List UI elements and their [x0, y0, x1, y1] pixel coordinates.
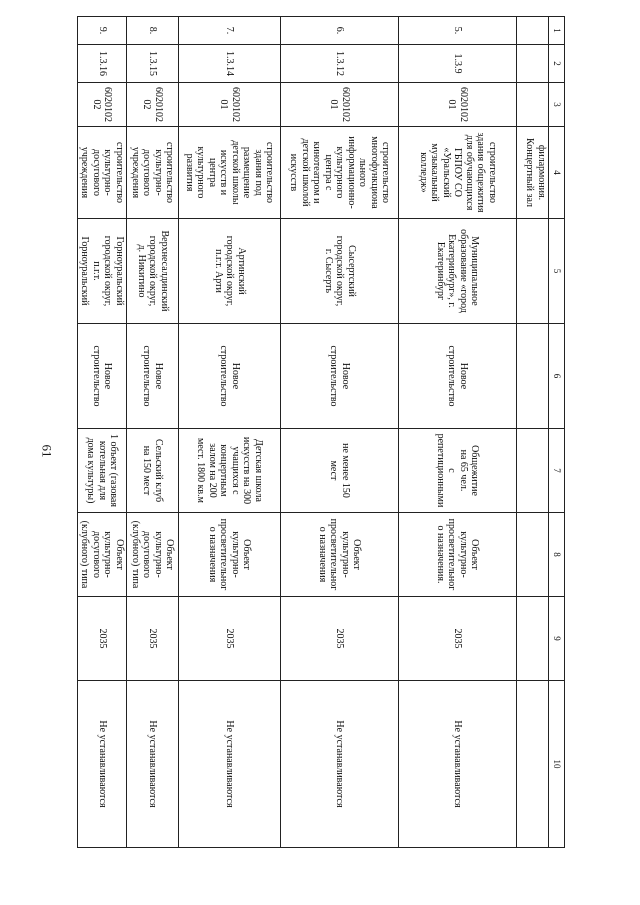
item-code-cell: 1.3.15	[126, 44, 178, 82]
parameters-cell: Общежитие на 65 чел. с репетиционными	[398, 428, 516, 512]
column-number: 6	[548, 323, 564, 428]
column-number: 10	[548, 680, 564, 847]
location-cell: Сысертский городской округ, г. Сысерть	[280, 218, 398, 323]
row-number-cell: 8.	[126, 16, 178, 44]
purpose-cell: Объект культурно- просветительног о назначения	[280, 512, 398, 596]
table-row	[280, 16, 398, 847]
purpose-cell: Объект культурно- досугового (клубного) типа	[126, 512, 178, 596]
work-type-cell: Новое строительство	[398, 323, 516, 428]
column-number: 1	[548, 16, 564, 44]
zones-cell: Не устанавливаются	[178, 680, 280, 847]
column-number: 4	[548, 126, 564, 218]
table-row	[178, 16, 280, 847]
year-cell: 2035	[77, 596, 126, 680]
parameters-cell: Детская школа искусств на 300 учащихся с концертным залом на 200 мест. 1800 кв.м	[178, 428, 280, 512]
table-row	[126, 16, 178, 847]
parameters-cell: не менее 150 мест	[280, 428, 398, 512]
object-name-cell: строительство здания общежития для обучающихся ГБПОУ СО «Уральский музыкальный колледж»	[398, 126, 516, 218]
page-number: 61	[39, 444, 55, 458]
year-cell: 2035	[280, 596, 398, 680]
table-row	[77, 16, 126, 847]
object-name-cell: строительство культурно- досугового учреждения	[126, 126, 178, 218]
prev-row-fragment: филармония. Концертный зал	[516, 126, 548, 218]
year-cell: 2035	[126, 596, 178, 680]
object-name-cell: строительство здания под размещение детской школы искусств и центра культурного развития	[178, 126, 280, 218]
table-row	[398, 16, 516, 847]
object-name-cell: строительство культурно- досугового учреждения	[77, 126, 126, 218]
item-code-cell: 1.3.14	[178, 44, 280, 82]
row-number-cell: 7.	[178, 16, 280, 44]
zones-cell: Не устанавливаются	[398, 680, 516, 847]
object-code-cell: 602010201	[178, 82, 280, 126]
year-cell: 2035	[178, 596, 280, 680]
row-number-cell: 9.	[77, 16, 126, 44]
object-code-cell: 602010201	[280, 82, 398, 126]
location-cell: Артинский городской округ, п.г.т. Арти	[178, 218, 280, 323]
item-code-cell: 1.3.12	[280, 44, 398, 82]
column-number: 2	[548, 44, 564, 82]
location-cell: Горноуральский городской округ, п.г.т. Горноуральский	[77, 218, 126, 323]
work-type-cell: Новое строительство	[280, 323, 398, 428]
item-code-cell: 1.3.16	[77, 44, 126, 82]
object-code-cell: 602010202	[77, 82, 126, 126]
zones-cell: Не устанавливаются	[280, 680, 398, 847]
zones-cell: Не устанавливаются	[77, 680, 126, 847]
work-type-cell: Новое строительство	[77, 323, 126, 428]
column-number: 3	[548, 82, 564, 126]
object-code-cell: 602010202	[126, 82, 178, 126]
object-name-cell: строительство многофункциона льного информационно- культурного центра с кинотеатром и детской школой искусств	[280, 126, 398, 218]
work-type-cell: Новое строительство	[178, 323, 280, 428]
purpose-cell: Объект культурно- просветительног о назначения.	[398, 512, 516, 596]
location-cell: Муниципальное образование «город Екатеринбург», г. Екатеринбург	[398, 218, 516, 323]
item-code-cell: 1.3.9	[398, 44, 516, 82]
column-number: 9	[548, 596, 564, 680]
continuation-row	[516, 16, 548, 847]
column-number: 8	[548, 512, 564, 596]
purpose-cell: Объект культурно- досугового (клубного) типа	[77, 512, 126, 596]
zones-cell: Не устанавливаются	[126, 680, 178, 847]
parameters-cell: 1 объект (газовая котельная для дома культуры)	[77, 428, 126, 512]
document-table	[77, 16, 565, 848]
row-number-cell: 5.	[398, 16, 516, 44]
work-type-cell: Новое строительство	[126, 323, 178, 428]
column-number-row	[548, 16, 564, 847]
parameters-cell: Сельский клуб на 150 мест	[126, 428, 178, 512]
location-cell: Верхнесалдинский городской округ, д. Никитино	[126, 218, 178, 323]
column-number: 5	[548, 218, 564, 323]
column-number: 7	[548, 428, 564, 512]
row-number-cell: 6.	[280, 16, 398, 44]
purpose-cell: Объект культурно- просветительног о назначения	[178, 512, 280, 596]
year-cell: 2035	[398, 596, 516, 680]
object-code-cell: 602010201	[398, 82, 516, 126]
